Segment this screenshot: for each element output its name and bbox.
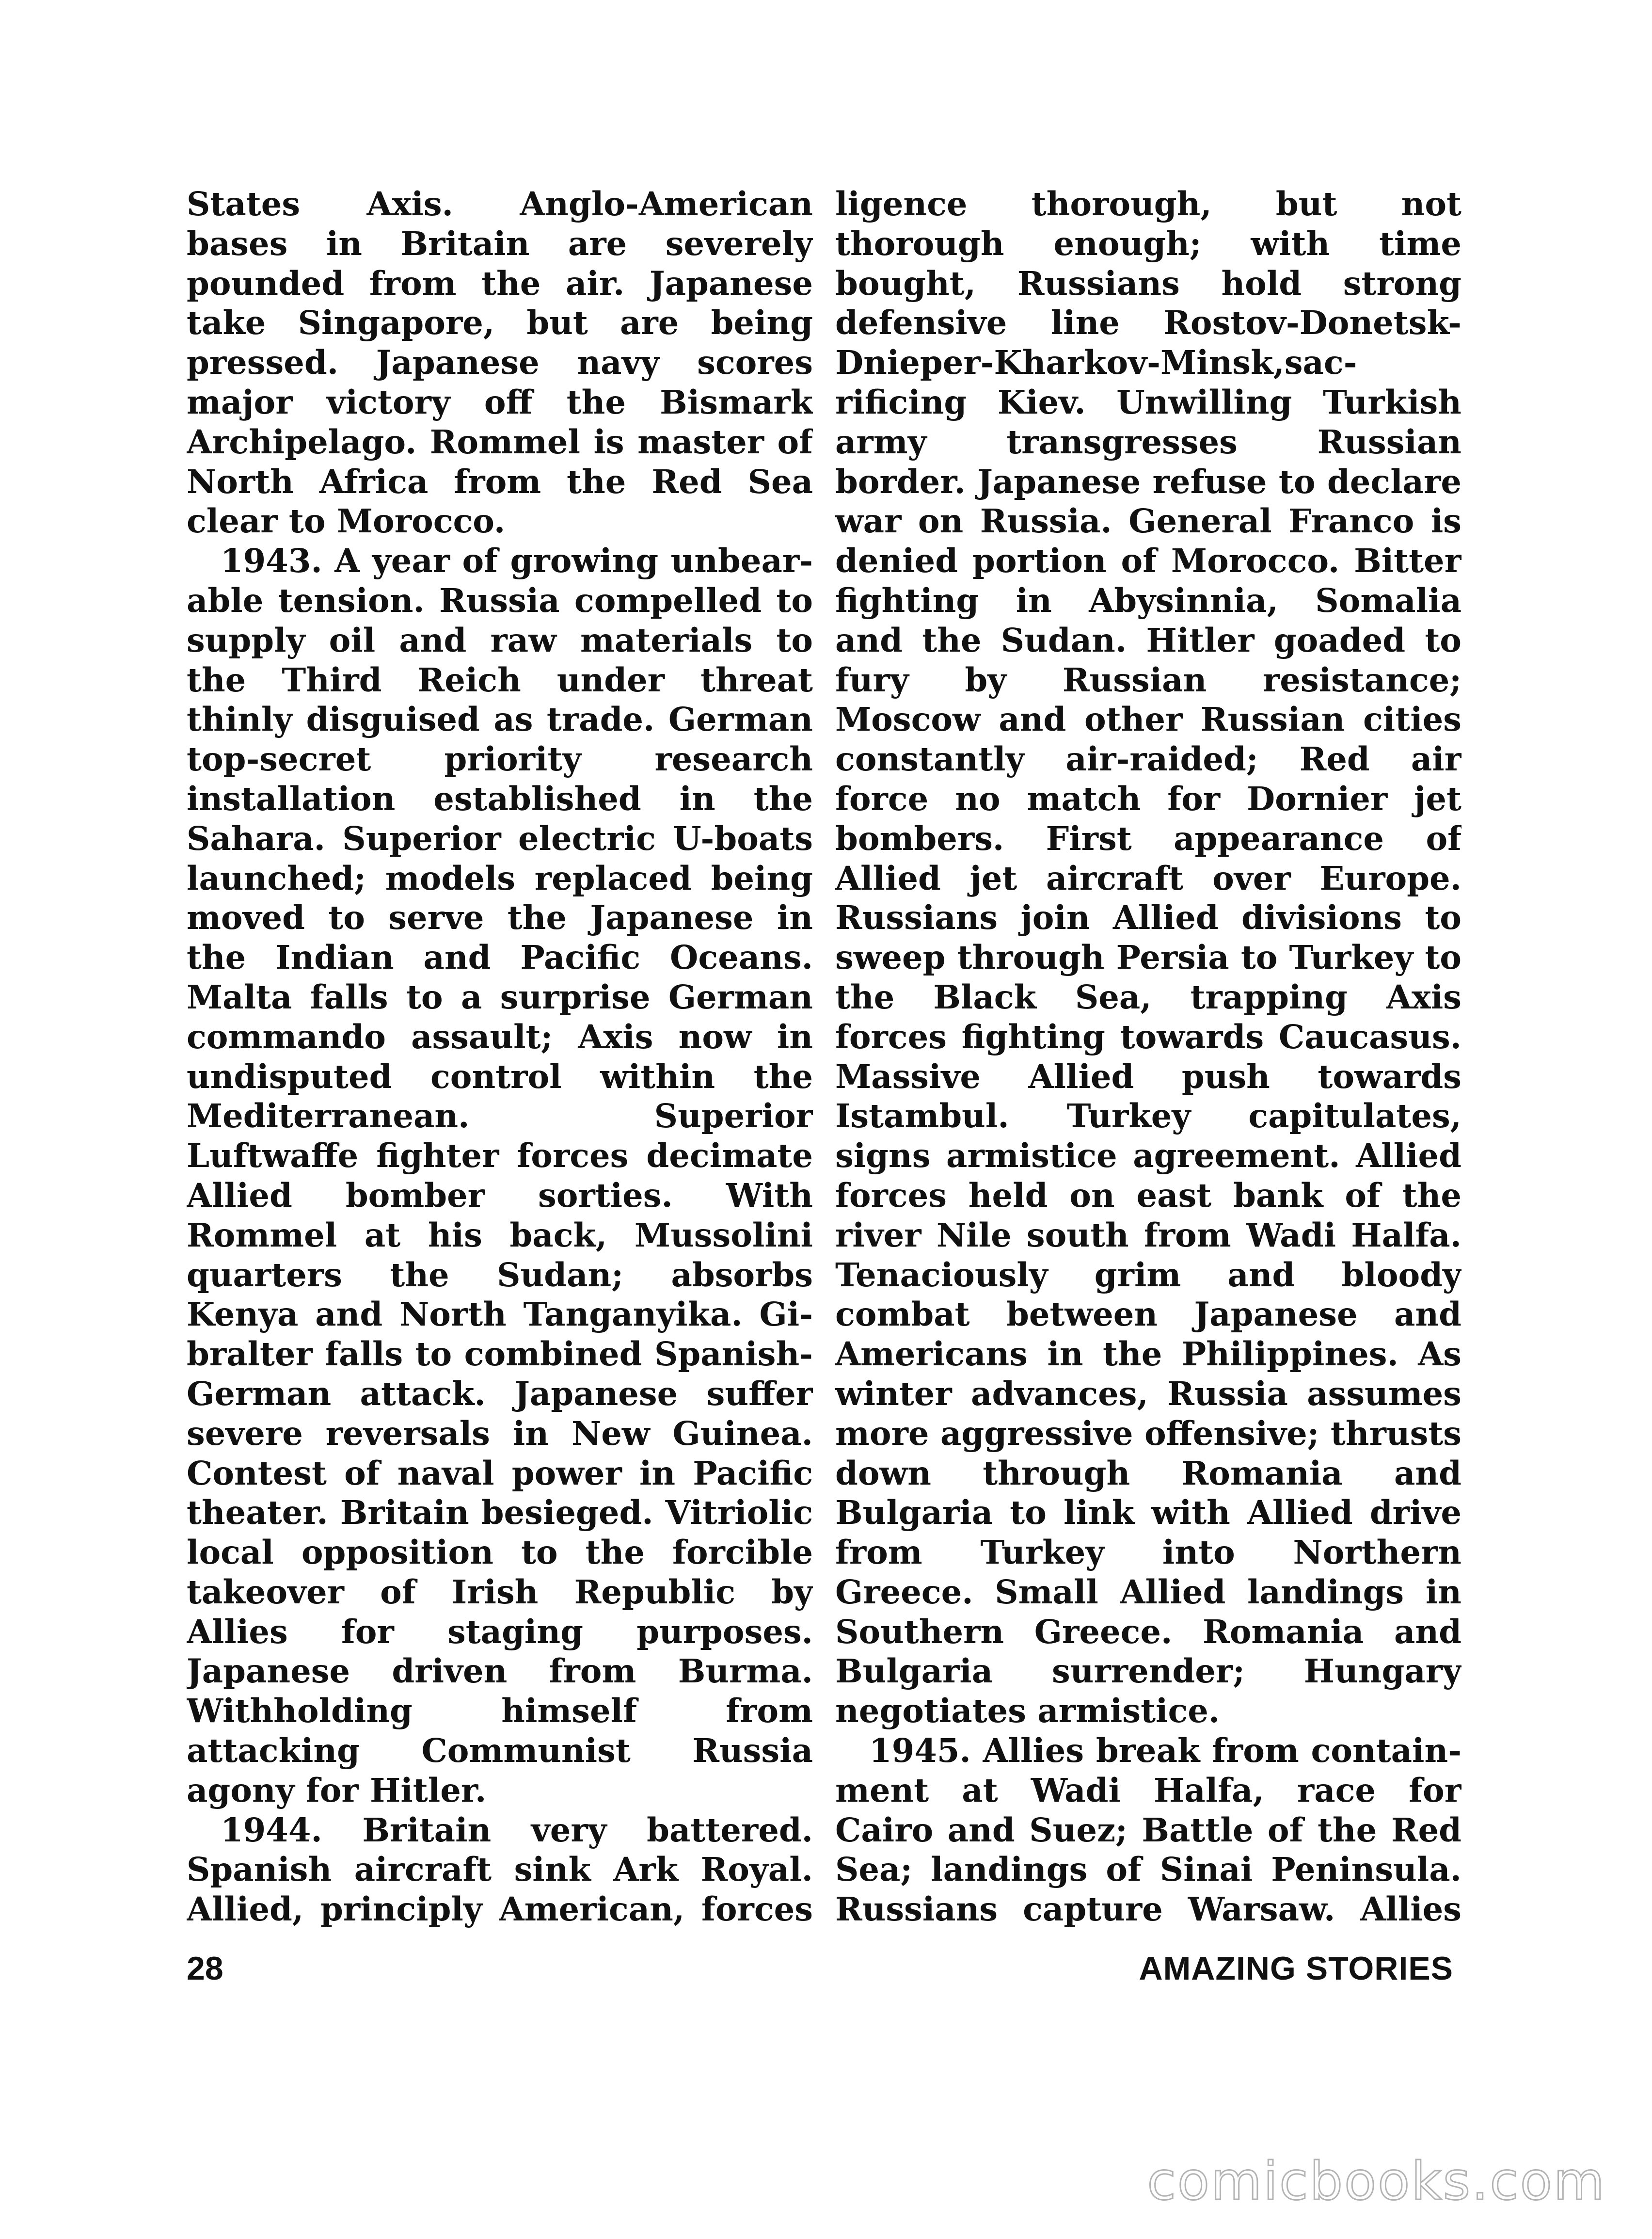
paragraph-1945: 1945. Allies break from containment at Wadi Halfa, race for Cairo and Suez; Battle of the Red Sea; landings of Sinai Peninsula. Russians capture Warsaw. Allies <box>835 1731 1461 1929</box>
paragraph-1944: 1944. Britain very battered. Spanish aircraft sink Ark Royal. Allied, principly American, forces <box>187 1810 813 1929</box>
paragraph-1943: 1943. A year of growing unbearable tension. Russia compelled to supply oil and raw materials to the Third Reich under threat thinly disguised as trade. German top-secret priority research installation established in the Sahara. Superior electric U-boats launched; models replaced being moved to serve the Japanese in the Indian and Pacific Oceans. Malta falls to a surprise German commando assault; Axis now in undisputed control within the Mediterranean. Superior Luftwaffe fighter forces decimate Allied bomber sorties. With Rommel at his back, Mussolini quarters the Sudan; absorbs Kenya and North Tanganyika. Gibralter falls to combined Spanish-German attack. Japanese suffer severe reversals in New Guinea. Contest of naval power in Pacific theater. Britain besieged. Vitriolic local opposition to the forcible takeover of Irish Republic by Allies for staging purposes. Japanese driven from Burma. Withholding himself from attacking Communist Russia agony for Hitler. <box>187 542 813 1809</box>
left-text-column <box>187 184 813 1930</box>
right-text-column <box>835 184 1461 1930</box>
paragraph-1944-continued: ligence thorough, but not thorough enough; with time bought, Russians hold strong defensive line Rostov-Donetsk-Dnieper-Kharkov-Minsk,sacrificing Kiev. Unwilling Turkish army transgresses Russian border. Japanese refuse to declare war on Russia. General Franco is denied portion of Morocco. Bitter fighting in Abysinnia, Somalia and the Sudan. Hitler goaded to fury by Russian resistance; Moscow and other Russian cities constantly air-raided; Red air force no match for Dornier jet bombers. First appearance of Allied jet aircraft over Europe. Russians join Allied divisions to sweep through Persia to Turkey to the Black Sea, trapping Axis forces fighting towards Caucasus. Massive Allied push towards Istambul. Turkey capitulates, signs armistice agreement. Allied forces held on east bank of the river Nile south from Wadi Halfa. Tenaciously grim and bloody combat between Japanese and Americans in the Philippines. As winter advances, Russia assumes more aggressive offensive; thrusts down through Romania and Bulgaria to link with Allied drive from Turkey into Northern Greece. Small Allied landings in Southern Greece. Romania and Bulgaria surrender; Hungary negotiates armistice. <box>835 185 1461 1730</box>
page-number: 28 <box>187 1950 223 1987</box>
paragraph-1942-continued: States Axis. Anglo-American bases in Britain are severely pounded from the air. Japanese take Singapore, but are being pressed. Japanese navy scores major victory off the Bismark Archipelago. Rommel is master of North Africa from the Red Sea clear to Morocco. <box>187 185 813 541</box>
watermark-logo: comicbooks.com <box>1147 2151 1606 2212</box>
magazine-title: AMAZING STORIES <box>1139 1950 1453 1987</box>
